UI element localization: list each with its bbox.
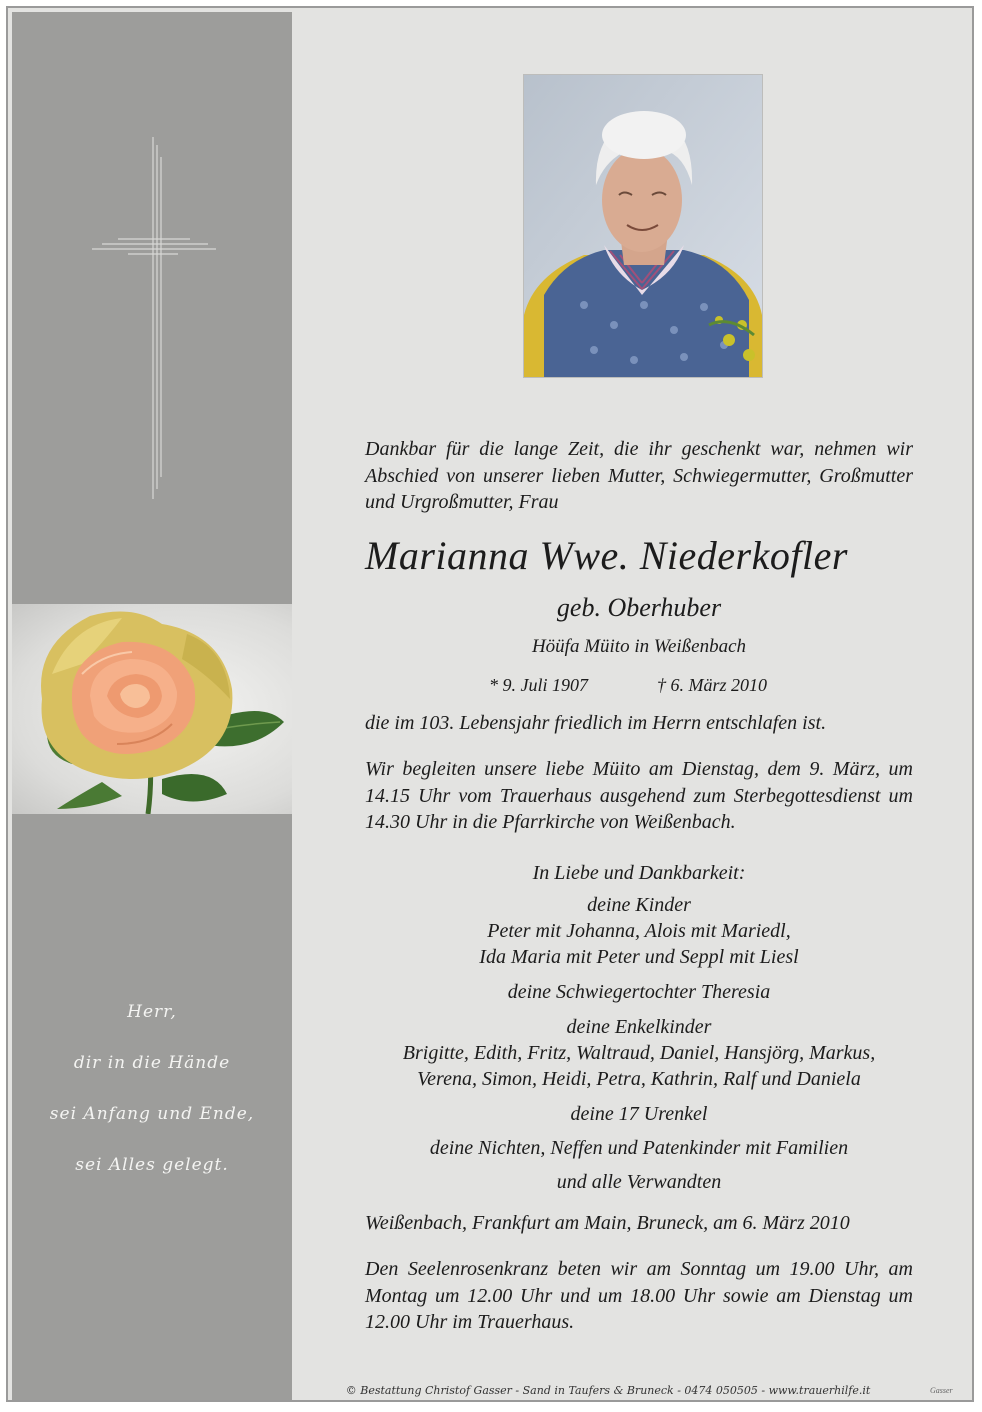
funeral-notice: Wir begleiten unsere liebe Müito am Dienstag, dem 9. März, um 14.15 Uhr vom Trauerhaus ausgehend zum Sterbegottesdienst um 14.30 Uhr in die Pfarrkirche von Weißenbach. [365, 758, 913, 833]
children-line: Ida Maria mit Peter und Seppl mit Liesl [479, 946, 799, 968]
grandchildren-line: Brigitte, Edith, Fritz, Waltraud, Daniel, Hansjörg, Markus, [402, 1042, 876, 1064]
psalm-line: dir in die Hände [73, 1053, 231, 1073]
cross-icon [92, 137, 222, 507]
portrait-photo [523, 74, 763, 378]
obituary-card [6, 6, 974, 1402]
nickname: Höüfa Müito in Weißenbach [531, 636, 747, 657]
grandchildren-line: Verena, Simon, Heidi, Petra, Kathrin, Ralf und Daniela [417, 1068, 861, 1090]
psalm-line: sei Anfang und Ende, [49, 1104, 255, 1124]
sidebar [12, 12, 292, 1400]
rosary-notice: Den Seelenrosenkranz beten wir am Sonntag um 19.00 Uhr, am Montag um 12.00 Uhr und um 18.00 Uhr sowie am Dienstag um 12.00 Uhr im Trauerhaus. [365, 1258, 913, 1333]
great-grandchildren: deine 17 Urenkel [570, 1103, 708, 1125]
psalm-verse [12, 987, 292, 1191]
psalm-line: Herr, [127, 1002, 177, 1022]
birth-date: * 9. Juli 1907 [489, 675, 588, 695]
mourners-heading: In Liebe und Dankbarkeit: [532, 862, 746, 884]
daughter-in-law: deine Schwiegertochter Theresia [507, 981, 771, 1003]
maiden-name: geb. Oberhuber [556, 593, 722, 622]
rose-image [12, 604, 292, 814]
psalm-line: sei Alles gelegt. [75, 1155, 229, 1175]
age-line: die im 103. Lebensjahr friedlich im Herrn entschlafen ist. [365, 712, 827, 734]
death-date: † 6. März 2010 [657, 675, 768, 695]
place-date: Weißenbach, Frankfurt am Main, Bruneck, am 6. März 2010 [365, 1212, 850, 1234]
relatives: und alle Verwandten [556, 1171, 722, 1193]
deceased-name: Marianna Wwe. Niederkofler [365, 533, 848, 578]
nieces-nephews: deine Nichten, Neffen und Patenkinder mit Familien [429, 1137, 849, 1159]
designer-signature: Gasser [930, 1386, 953, 1395]
footer-credit: © Bestattung Christof Gasser - Sand in Taufers & Bruneck - 0474 050505 - www.trauerhilfe.it [345, 1384, 871, 1397]
children-line: Peter mit Johanna, Alois mit Mariedl, [487, 920, 791, 942]
intro-text: Dankbar für die lange Zeit, die ihr geschenkt war, nehmen wir Abschied von unserer lieben Mutter, Schwiegermutter, Großmutter und Urgroßmutter, Frau [365, 438, 913, 513]
grandchildren-label: deine Enkelkinder [566, 1016, 712, 1038]
children-label: deine Kinder [587, 894, 691, 916]
